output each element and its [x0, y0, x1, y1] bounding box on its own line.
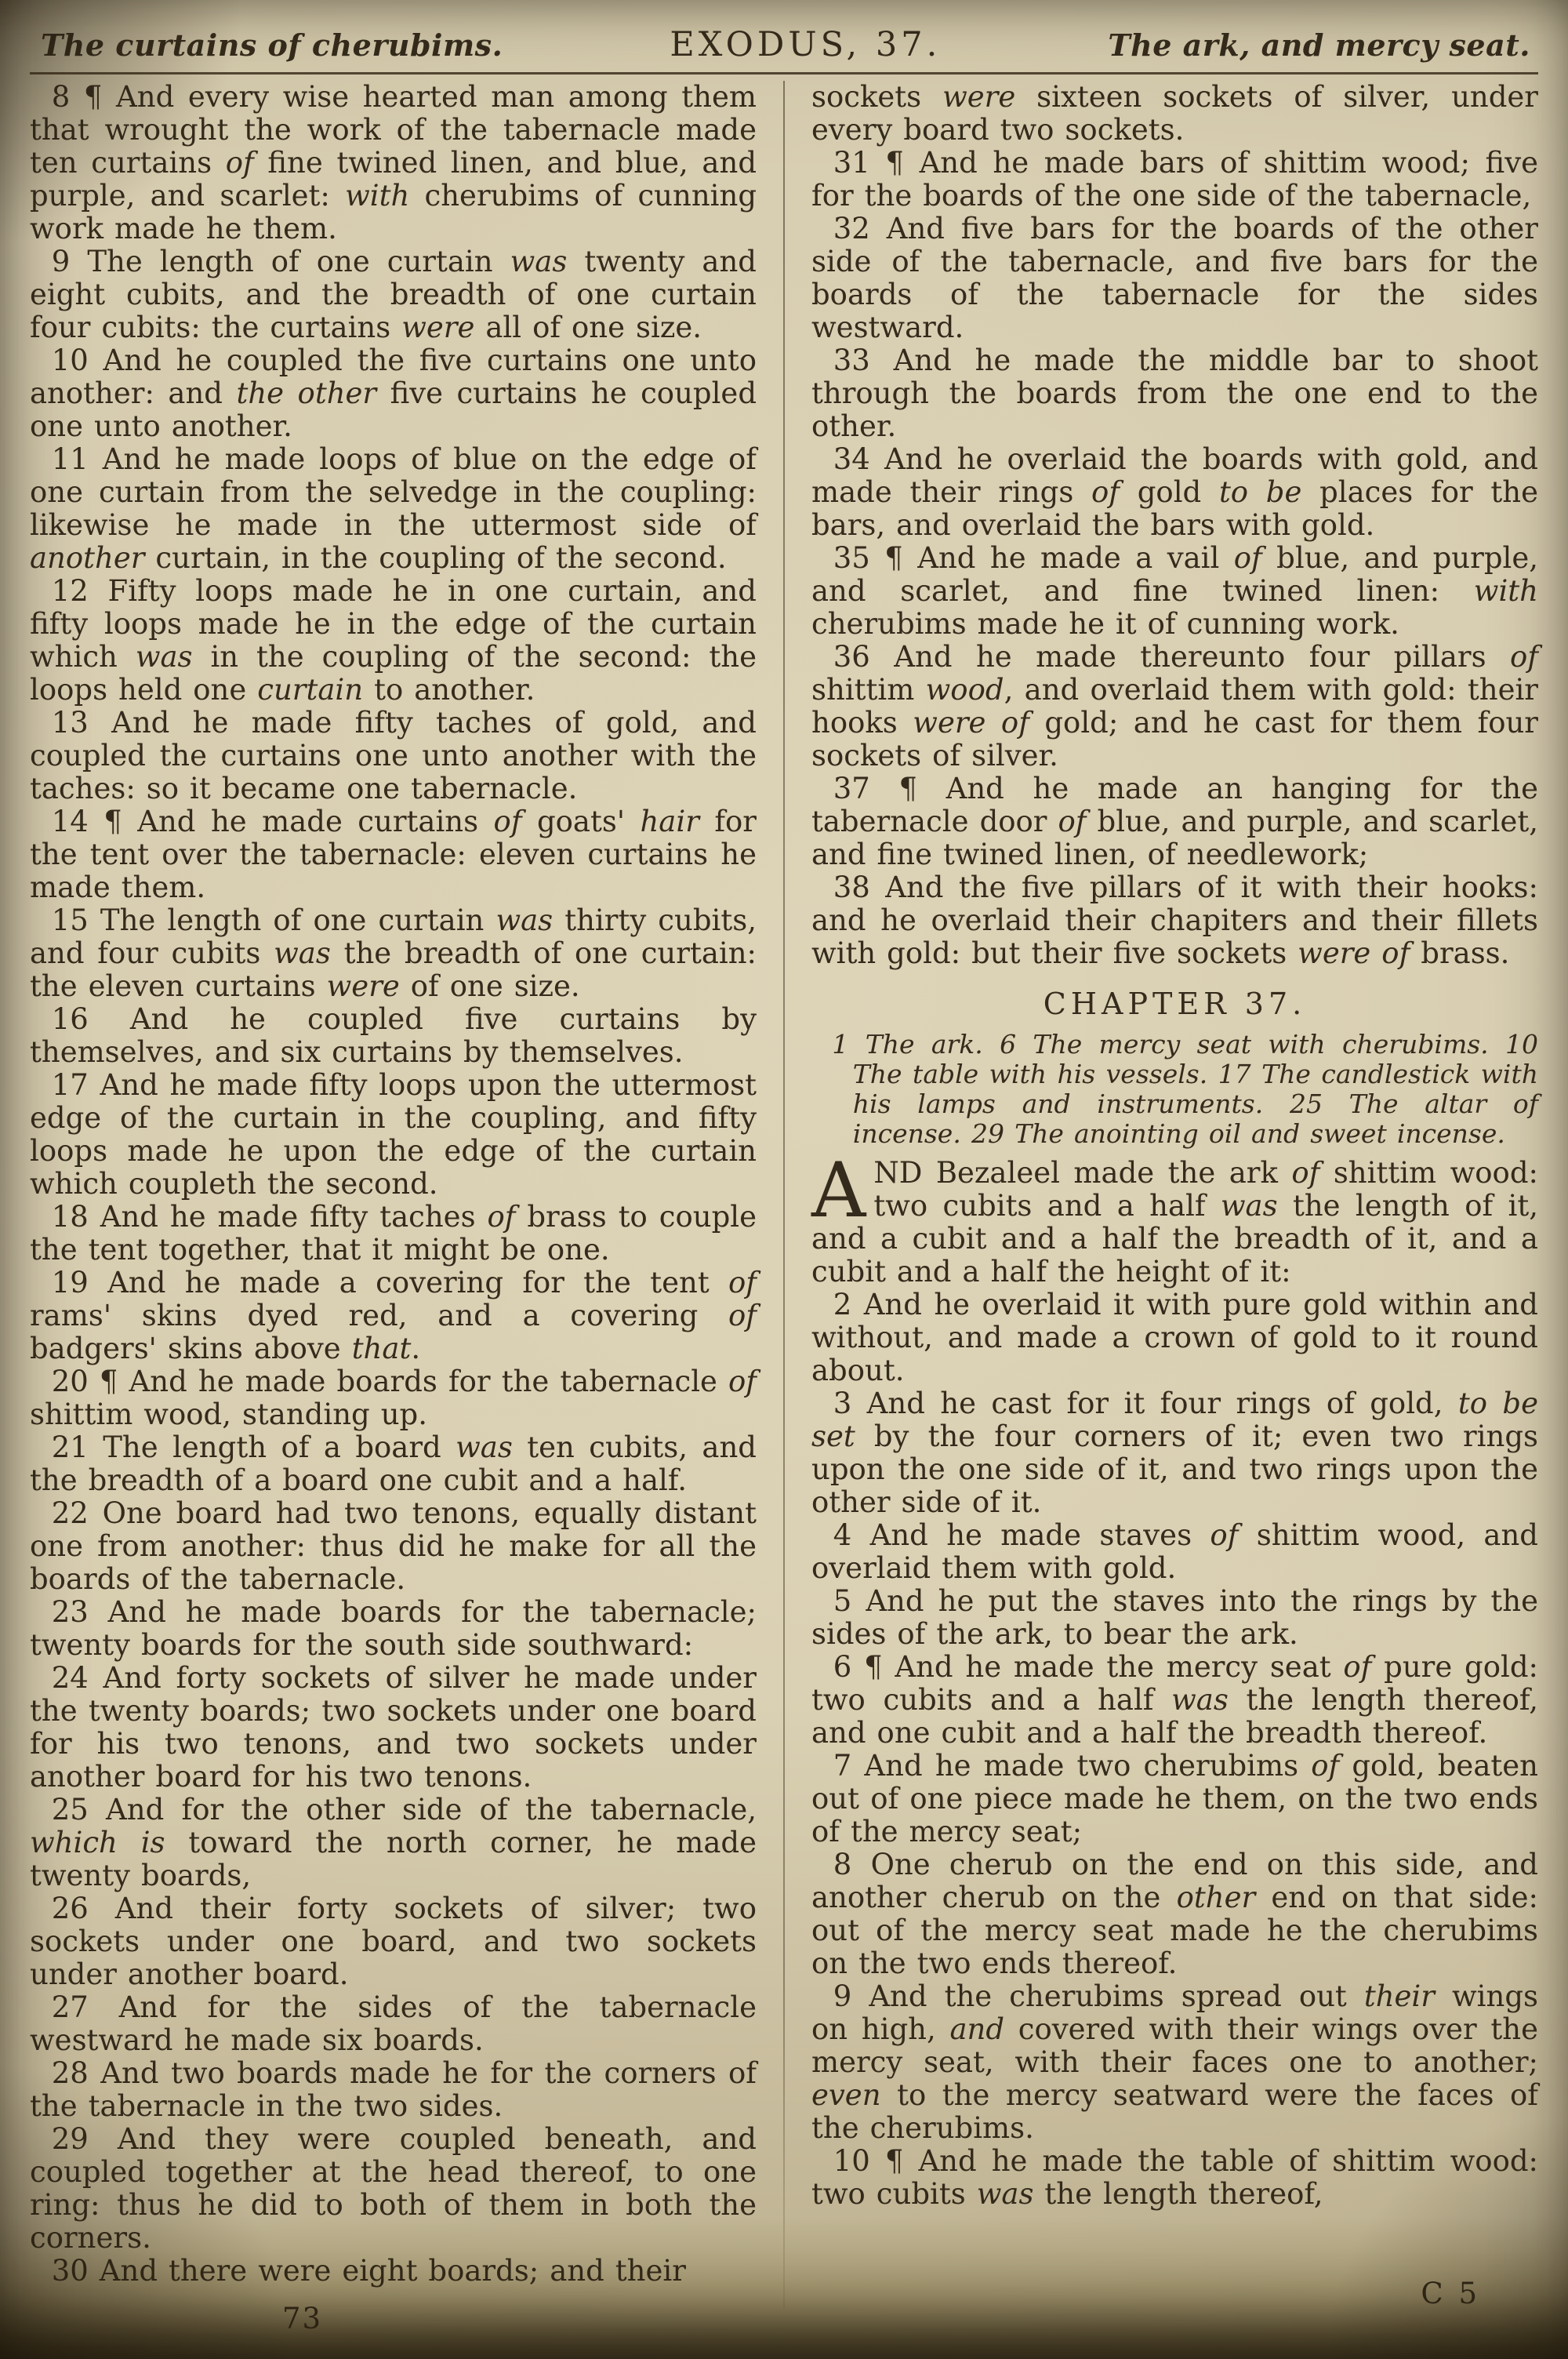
verse: 4 And he made staves of shittim wood, and overlaid them with gold. — [811, 1518, 1538, 1585]
verse: 30 And there were eight boards; and their — [51, 2254, 686, 2288]
right-column — [785, 81, 1538, 2308]
verse: 27 And for the sides of the tabernacle westward he made six boards. — [30, 1990, 757, 2057]
verse: 33 And he made the middle bar to shoot through the boards from the one end to the other. — [811, 343, 1538, 443]
verse: 16 And he coupled five curtains by themselves, and six curtains by themselves. — [30, 1002, 757, 1069]
verse: 29 And they were coupled beneath, and coupled together at the head thereof, to one ring: thus he did to both of them in both the corners. — [30, 2122, 757, 2255]
verse: 18 And he made fifty taches of brass to couple the tent together, that it might be one. — [30, 1200, 757, 1267]
verse: 31 ¶ And he made bars of shittim wood; five for the boards of the one side of the tabernacle, — [811, 146, 1538, 213]
verse: 15 The length of one curtain was thirty cubits, and four cubits was the breadth of one curtain: the eleven curtains were of one size. — [30, 903, 757, 1003]
verse: 20 ¶ And he made boards for the tabernacle of shittim wood, standing up. — [30, 1365, 757, 1431]
verse: 36 And he made thereunto four pillars of shittim wood, and overlaid them with gold: their hooks were of gold; and he cast for them four sockets of silver. — [811, 640, 1538, 772]
page-number: 73 — [282, 2302, 323, 2335]
verse: 8 One cherub on the end on this side, and another cherub on the other end on that side: out of the mercy seat made he the cherubims on the two ends thereof. — [811, 1848, 1538, 1980]
verse: 38 And the five pillars of it with their hooks: and he overlaid their chapiters and their fillets with gold: but their five sockets were of brass. — [811, 871, 1538, 970]
chapter-heading: CHAPTER 37. — [1043, 987, 1307, 1021]
verse: 35 ¶ And he made a vail of blue, and purple, and scarlet, and fine twined linen: with cherubims made he it of cunning work. — [811, 541, 1538, 641]
verse: 9 And the cherubims spread out their wings on high, and covered with their wings over the mercy seat, with their faces one to another; even to the mercy seatward were the faces of the cherubims. — [811, 1979, 1538, 2145]
text-columns — [30, 81, 1538, 2308]
verse: 26 And their forty sockets of silver; two sockets under one board, and two sockets under another board. — [30, 1892, 757, 1991]
verse: 21 The length of a board was ten cubits, and the breadth of a board one cubit and a half. — [30, 1430, 757, 1497]
signature-mark: C 5 — [1421, 2277, 1480, 2310]
running-head-left: The curtains of cherubims. — [41, 27, 503, 63]
verse: 32 And five bars for the boards of the other side of the tabernacle, and five bars for the boards of the tabernacle for the sides westward. — [811, 212, 1538, 344]
verse: 37 ¶ And he made an hanging for the tabernacle door of blue, and purple, and scarlet, and fine twined linen, of needlework; — [811, 772, 1538, 871]
running-head-right: The ark, and mercy seat. — [1108, 27, 1530, 63]
verse: 23 And he made boards for the tabernacle; twenty boards for the south side southward: — [30, 1595, 757, 1662]
chapter-summary: 1 The ark. 6 The mercy seat with cherubims. 10 The table with his vessels. 17 The candlestick with his lamps and instruments. 25 The altar of incense. 29 The anointing oil and sweet incense. — [832, 1029, 1538, 1149]
verse: 5 And he put the staves into the rings by the sides of the ark, to bear the ark. — [811, 1584, 1538, 1651]
page-header — [30, 20, 1538, 64]
chapter37-verses — [811, 1289, 1538, 2211]
verse: 22 One board had two tenons, equally distant one from another: thus did he make for all the boards of the tabernacle. — [30, 1496, 757, 1596]
verse: 2 And he overlaid it with pure gold within and without, and made a crown of gold to it round about. — [811, 1288, 1538, 1387]
verse: 7 And he made two cherubims of gold, beaten out of one piece made he them, on the two ends of the mercy seat; — [811, 1749, 1538, 1848]
verse: 19 And he made a covering for the tent of rams' skins dyed red, and a covering of badgers' skins above that. — [30, 1266, 757, 1365]
verse: 25 And for the other side of the tabernacle, which is toward the north corner, he made twenty boards, — [30, 1793, 757, 1892]
verse-first — [811, 1147, 1538, 1289]
verse-continuation: sockets were sixteen sockets of silver, under every board two sockets. — [811, 80, 1538, 147]
verse: 14 ¶ And he made curtains of goats' hair for the tent over the tabernacle: eleven curtains he made them. — [30, 805, 757, 904]
header-rule — [30, 72, 1538, 75]
chapter36-verses — [811, 147, 1538, 970]
verse: 13 And he made fifty taches of gold, and coupled the curtains one unto another with the taches: so it became one tabernacle. — [30, 706, 757, 805]
verse: 8 ¶ And every wise hearted man among them that wrought the work of the tabernacle made ten curtains of fine twined linen, and blue, and purple, and scarlet: with cherubims of cunning work made he them. — [30, 80, 757, 245]
verse: 17 And he made fifty loops upon the uttermost edge of the curtain in the coupling, and fifty loops made he upon the edge of the curtain which coupleth the second. — [30, 1068, 757, 1201]
verse: 9 The length of one curtain was twenty and eight cubits, and the breadth of one curtain four cubits: the curtains were all of one size. — [30, 245, 757, 344]
page-title: EXODUS, 37. — [670, 25, 942, 64]
first-verse-text: ND Bezaleel made the ark of shittim wood: two cubits and a half was the length of it, and a cubit and a half the breadth of it, and a cubit and a half the height of it: — [811, 1156, 1538, 1289]
verse: 10 And he coupled the five curtains one unto another: and the other five curtains he coupled one unto another. — [30, 343, 757, 443]
verse: 11 And he made loops of blue on the edge of one curtain from the selvedge in the coupling: likewise he made in the uttermost side of another curtain, in the coupling of the second. — [30, 442, 757, 575]
verse: 12 Fifty loops made he in one curtain, and fifty loops made he in the edge of the curtain which was in the coupling of the second: the loops held one curtain to another. — [30, 574, 757, 707]
left-column — [30, 81, 783, 2308]
verse: 28 And two boards made he for the corners of the tabernacle in the two sides. — [30, 2056, 757, 2123]
verse: 34 And he overlaid the boards with gold, and made their rings of gold to be places for the bars, and overlaid the bars with gold. — [811, 442, 1538, 542]
verse: 10 ¶ And he made the table of shittim wood: two cubits was the length thereof, — [811, 2144, 1538, 2211]
verse: 3 And he cast for it four rings of gold, to be set by the four corners of it; even two rings upon the one side of it, and two rings upon the other side of it. — [811, 1387, 1538, 1519]
verse: 24 And forty sockets of silver he made under the twenty boards; two sockets under one board for his two tenons, and two sockets under another board for his two tenons. — [30, 1661, 757, 1794]
verse: 6 ¶ And he made the mercy seat of pure gold: two cubits and a half was the length thereof, and one cubit and a half the breadth thereof. — [811, 1650, 1538, 1750]
drop-cap-letter: A — [811, 1147, 866, 1234]
